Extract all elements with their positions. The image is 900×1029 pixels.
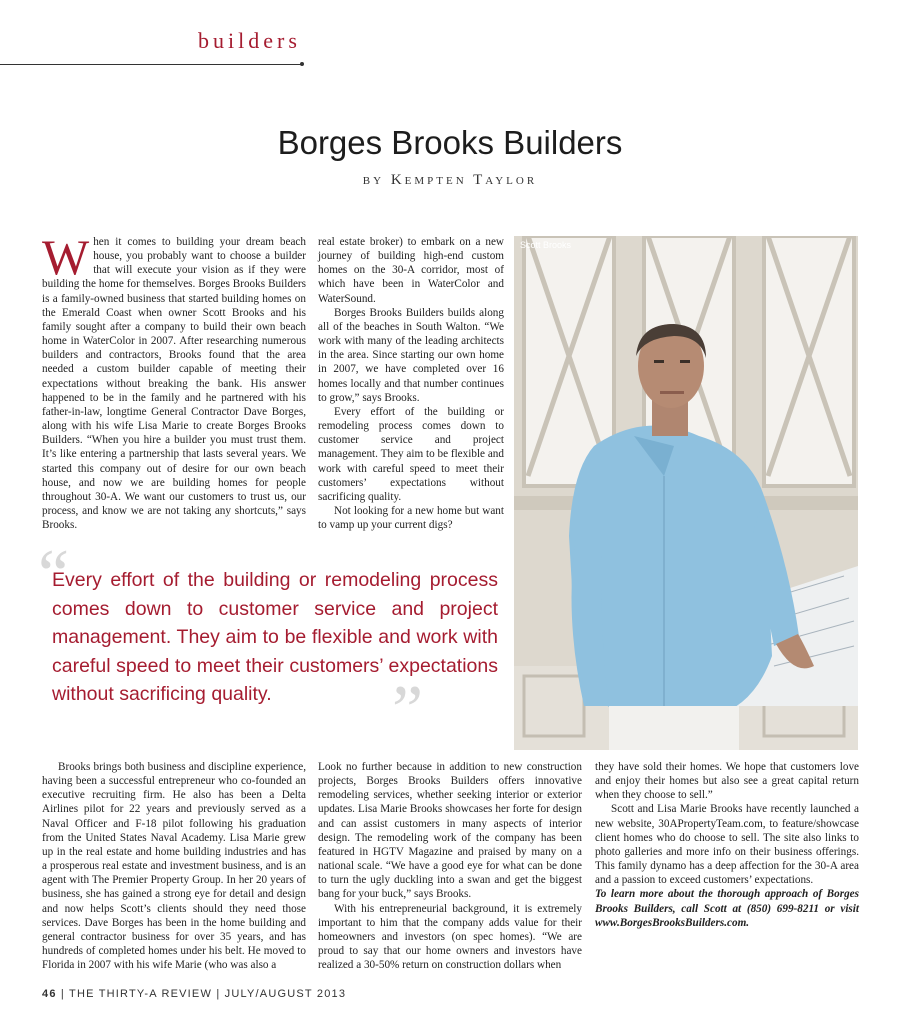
byline-text: by Kempten Taylor xyxy=(362,172,538,188)
portrait-photo xyxy=(514,236,858,750)
column-1 xyxy=(42,229,306,532)
close-quote-mark: ” xyxy=(392,672,424,749)
publication-name: THE THIRTY-A REVIEW xyxy=(69,988,213,1000)
pull-quote: Every effort of the building or remodeling process comes down to customer service and project management. They aim to be flexible and work with careful speed to meet their customers’ expectations without sacrificing quality. xyxy=(52,569,498,705)
paragraph-text: hen it comes to building your dream beach house, you probably want to choose a builder that will execute your vision as if they were building the home for themselves. Borges Brooks Builders is a family-owned business that started building homes on the Emerald Coast when owner Scott Brooks and his family sought after a company to build their own beach home in WaterColor in 2007. After researching numerous builders and contractors, Brooks found that the area needed a custom builder capable of meeting their expectations without breaking the bank. His answer happened to be in the family and he partnered with his father-in-law, longtime General Contractor Dave Borges, along with his wife Lisa Marie to create Borges Brooks Builders. “When you hire a builder you must trust them. It’s like entering a partnership that lasts several years. We started this company out of desire for our own beach house, and now we are building homes for people throughout 30-A. We want our customers to trust us, our process, and know we are not taking any shortcuts,” says Brooks. xyxy=(42,236,306,532)
page-number: 46 xyxy=(42,988,57,1000)
section-rule xyxy=(0,64,303,65)
column-2 xyxy=(318,235,504,532)
section-label: builders xyxy=(198,28,301,53)
paragraph: Every effort of the building or remodeling process comes down to customer service and project management. They aim to be flexible and work with careful speed to meet their customers’ expectations without sacrificing quality. xyxy=(318,405,504,503)
paragraph: With his entrepreneurial background, it is extremely important to him that the company adds value for their homeowners and investors (on spec homes). “We are proud to say that our home owners and investors have realized a 30-50% return on construction dollars when xyxy=(318,902,582,972)
call-to-action: To learn more about the thorough approach of Borges Brooks Builders, call Scott at (850) 699-8211 or visit www.BorgesBrooksBuilders.com. xyxy=(595,888,859,929)
paragraph: Brooks brings both business and discipline experience, having been a successful entrepreneur who co-founded an executive recruiting firm. He also has been a Delta Airlines pilot for 22 years and previously served as a Naval Officer and F-18 pilot following his graduation from the United States Naval Academy. Lisa Marie grew up in the real estate and home building industries and has a prosperous real estate and investment business, and is an agent with The Premier Property Group. In her 20 years of business, she has gained a strong eye for detail and design and now helps Scott’s clients should they need those services. Dave Borges has been in the home building and general contractor business for over 35 years, and has hundreds of completed homes under his belt. He moved to Florida in 2007 with his wife Marie (who was also a xyxy=(42,761,306,972)
paragraph: they have sold their homes. We hope that customers love and enjoy their homes but also see a great capital return when they choose to sell.” xyxy=(595,761,859,802)
paragraph: Scott and Lisa Marie Brooks have recently launched a new website, 30APropertyTeam.com, to feature/showcase client homes who do choose to sell. The site also links to photo galleries and more info on their business offerings. This family dynamo has a deep affection for the 30-A area and a passion to exceed customers’ expectations. xyxy=(595,803,859,887)
drop-cap: W xyxy=(42,229,90,285)
issue-date: JULY/AUGUST 2013 xyxy=(224,988,347,1000)
column-4 xyxy=(318,760,582,972)
column-3 xyxy=(42,760,306,972)
article-byline xyxy=(0,172,900,189)
article-title: Borges Brooks Builders xyxy=(277,124,623,161)
footer-separator: | xyxy=(216,988,221,1000)
paragraph: real estate broker) to embark on a new journey of building high-end custom homes on the 30-A corridor, most of which have been in WaterColor and WaterSound. xyxy=(318,236,504,305)
paragraph: Not looking for a new home but want to vamp up your current digs? xyxy=(318,504,504,532)
section-rule-dot xyxy=(300,62,304,66)
paragraph xyxy=(42,229,306,532)
paragraph: Look no further because in addition to new construction projects, Borges Brooks Builders offers innovative remodeling services, whether seeking interior or exterior updates. Lisa Marie Brooks showcases her forte for design and can assist customers in many aspects of interior design. The remodeling work of the company has been featured in HGTV Magazine and praised by many on a national scale. “We have a good eye for what can be done to turn the ugly duckling into a swan and get the biggest bang for your buck,” says Brooks. xyxy=(318,761,582,901)
open-quote-mark: “ xyxy=(38,536,70,613)
photo-credit: Scott Brooks xyxy=(520,240,572,250)
footer-separator: | xyxy=(60,988,65,1000)
page-footer xyxy=(42,988,346,1000)
paragraph: Borges Brooks Builders builds along all of the beaches in South Walton. “We work with many of the leading architects in the area. Since starting our own home in 2007, we have completed over 16 homes locally and that number continues to grow,” says Brooks. xyxy=(318,306,504,404)
column-5 xyxy=(595,760,859,930)
portrait-illustration xyxy=(514,236,858,750)
